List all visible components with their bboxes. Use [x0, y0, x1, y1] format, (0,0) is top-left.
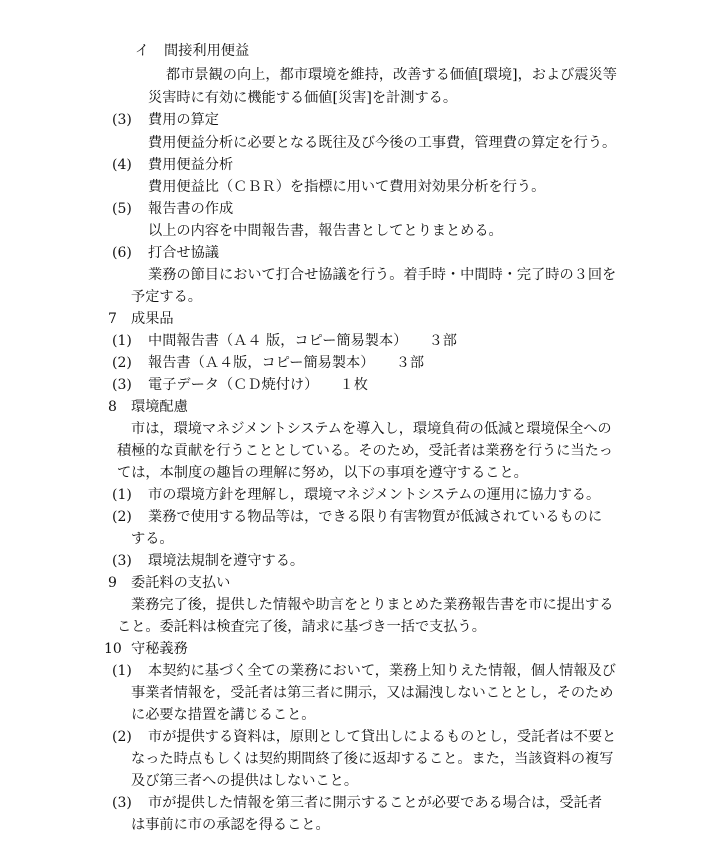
section-8-intro-3: ては，本制度の趣旨の理解に努め，以下の事項を遵守すること。: [117, 465, 528, 481]
section-10-item-2-line-1: 市が提供する資料は，原則として貸出しによるものとし，受託者は不要と: [148, 729, 617, 745]
item-4-title: 費用便益分析: [148, 157, 234, 173]
item-i-label: イ: [135, 43, 149, 59]
section-10-item-3-number: (3): [112, 795, 132, 811]
item-6-line-1: 業務の節目において打合せ協議を行う。着手時・中間時・完了時の３回を: [148, 267, 617, 283]
item-3-line-1: 費用便益分析に必要となる既往及び今後の工事費，管理費の算定を行う。: [148, 135, 617, 151]
section-8-item-2-line-2: する。: [131, 531, 174, 547]
item-6-line-2: 予定する。: [131, 289, 202, 305]
section-10-item-1-line-3: に必要な措置を講じること。: [131, 707, 316, 723]
item-i-title: 間接利用便益: [164, 43, 250, 59]
section-8-item-2-number: (2): [112, 509, 132, 525]
section-8-item-1-number: (1): [112, 487, 132, 503]
section-10-item-3-line-1: 市が提供した情報を第三者に開示することが必要である場合は，受託者: [148, 795, 603, 811]
section-10-number: 10: [104, 641, 122, 657]
section-9-number: 9: [108, 575, 117, 591]
section-7-item-2-number: (2): [112, 355, 132, 371]
section-10-item-3-line-2: は事前に市の承認を得ること。: [131, 817, 330, 833]
section-7-number: 7: [108, 311, 117, 327]
section-7-item-2-text: 報告書（Ａ４版，コピー簡易製本） ３部: [148, 355, 425, 371]
section-7-item-3-text: 電子データ（ＣＤ焼付け） １枚: [148, 377, 368, 393]
section-8-title: 環境配慮: [131, 399, 188, 415]
section-10-item-2-line-3: 及び第三者への提供はしないこと。: [131, 773, 359, 789]
section-9-line-2: こと。委託料は検査完了後，請求に基づき一括で支払う。: [117, 619, 486, 635]
section-8-item-3-number: (3): [112, 553, 132, 569]
section-9-line-1: 業務完了後，提供した情報や助言をとりまとめた業務報告書を市に提出する: [131, 597, 614, 613]
item-3-number: (3): [112, 112, 132, 128]
item-5-title: 報告書の作成: [148, 201, 234, 217]
section-7-item-1-text: 中間報告書（Ａ４ 版，コピー簡易製本） ３部: [148, 333, 457, 349]
item-4-line-1: 費用便益比（ＣＢＲ）を指標に用いて費用対効果分析を行う。: [148, 179, 546, 195]
section-7-item-1-number: (1): [112, 333, 132, 349]
section-10-item-2-number: (2): [112, 729, 132, 745]
section-10-item-1-number: (1): [112, 663, 132, 679]
item-5-number: (5): [112, 201, 132, 217]
section-8-item-1-line-1: 市の環境方針を理解し，環境マネジメントシステムの運用に協力する。: [148, 487, 601, 503]
item-6-number: (6): [112, 245, 132, 261]
item-4-number: (4): [112, 157, 132, 173]
section-8-number: 8: [108, 399, 117, 415]
section-10-item-1-line-2: 事業者情報を，受託者は第三者に開示，又は漏洩しないこととし，そのため: [131, 685, 614, 701]
section-7-title: 成果品: [131, 311, 174, 327]
section-9-title: 委託料の支払い: [131, 575, 231, 591]
section-10-item-2-line-2: なった時点もしくは契約期間終了後に返却すること。また，当該資料の複写: [131, 751, 614, 767]
section-8-item-2-line-1: 業務で使用する物品等は，できる限り有害物質が低減されているものに: [148, 509, 603, 525]
section-8-intro-1: 市は，環境マネジメントシステムを導入し，環境負荷の低減と環境保全への: [131, 421, 612, 437]
item-i-line-2: 災害時に有効に機能する価値[災害]を計測する。: [148, 90, 458, 106]
section-10-item-1-line-1: 本契約に基づく全ての業務において，業務上知りえた情報，個人情報及び: [148, 663, 616, 679]
section-7-item-3-number: (3): [112, 377, 132, 393]
item-3-title: 費用の算定: [148, 112, 219, 128]
section-10-title: 守秘義務: [131, 641, 188, 657]
section-8-intro-2: 積極的な貢献を行うこととしている。そのため，受託者は業務を行うに当たっ: [117, 443, 613, 459]
item-5-line-1: 以上の内容を中間報告書，報告書としてとりまとめる。: [148, 223, 503, 239]
item-i-line-1: 都市景観の向上，都市環境を維持，改善する価値[環境]，および震災等: [166, 67, 617, 83]
item-6-title: 打合せ協議: [148, 245, 219, 261]
section-8-item-3-line-1: 環境法規制を遵守する。: [148, 553, 305, 569]
